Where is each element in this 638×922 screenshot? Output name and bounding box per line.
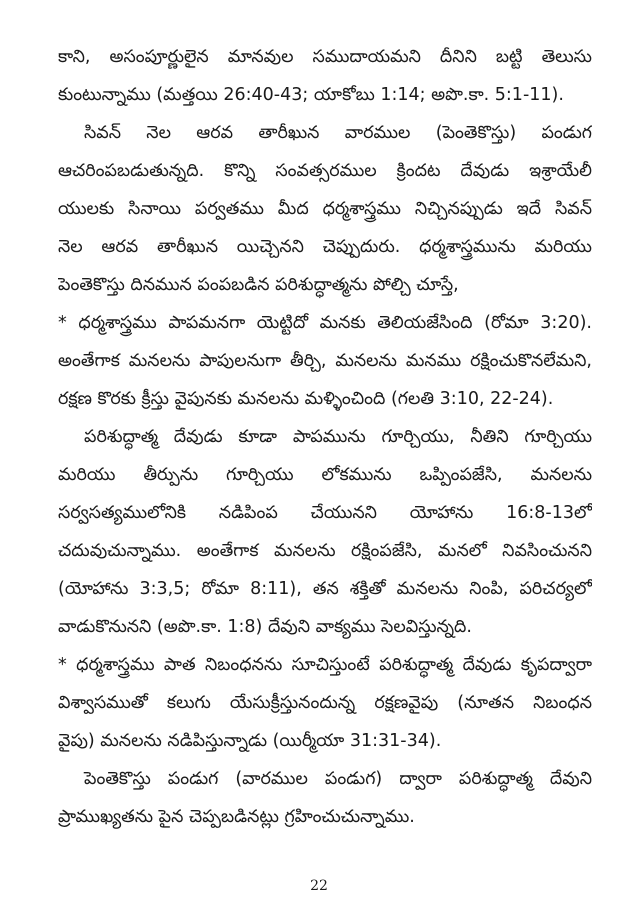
text-line: (యోహాను 3:3,5; రోమా 8:11), తన శక్తితో మనలను నింపి, పరిచర్యలో	[58, 579, 592, 599]
page-number: 22	[310, 878, 328, 894]
text-line: కాని, అసంపూర్ణులైన మానవుల సముదాయమని దీనిని బట్టి తెలుసు	[58, 47, 592, 67]
text-line: కుంటున్నాము (మత్తయి 26:40-43; యాకోబు 1:14; అపొ.కా. 5:1-11).	[58, 85, 564, 105]
text-line: వాడుకొనునని (అపొ.కా. 1:8) దేవుని వాక్యము సెలవిస్తున్నది.	[58, 617, 472, 637]
text-line: రక్షణ కొరకు క్రీస్తు వైపునకు మనలను మళ్ళించింది (గలతి 3:10, 22-24).	[58, 389, 554, 409]
text-line: నెల ఆరవ తారీఖున యిచ్చెనని చెప్పుదురు. ధర్మశాస్త్రమును మరియు	[58, 237, 592, 257]
text-line: యులకు సినాయి పర్వతము మీద ధర్మశాస్త్రము నిచ్చినప్పుడు ఇదే సివన్	[58, 199, 592, 219]
text-line: అంతేగాక మనలను పాపులనుగా తీర్చి, మనలను మనము రక్షించుకొనలేమని,	[58, 351, 592, 371]
text-line: ప్రాముఖ్యతను పైన చెప్పబడినట్లు గ్రహించుచున్నాము.	[58, 807, 415, 827]
text-line: మరియు తీర్పును గూర్చియు లోకమును ఒప్పింపజేసి, మనలను	[58, 465, 592, 485]
body-text	[58, 38, 592, 836]
text-line: వైపు) మనలను నడిపిస్తున్నాడు (యిర్మీయా 31:31-34).	[58, 731, 442, 751]
text-line: * ధర్మశాస్త్రము పాపమనగా యెట్టిదో మనకు తెలియజేసింది (రోమా 3:20).	[58, 313, 592, 333]
text-line: సివన్ నెల ఆరవ తారీఖున వారముల (పెంతెకొస్తు) పండుగ	[84, 123, 592, 143]
text-line: పరిశుద్ధాత్మ దేవుడు కూడా పాపమును గూర్చియు, నీతిని గూర్చియు	[84, 427, 592, 447]
text-line: ఆచరింపబడుతున్నది. కొన్ని సంవత్సరముల క్రిందట దేవుడు ఇశ్రాయేలీ	[58, 161, 592, 181]
text-line: పెంతెకొస్తు పండుగ (వారముల పండుగ) ద్వారా పరిశుద్ధాత్మ దేవుని	[84, 769, 592, 789]
text-line: విశ్వాసముతో కలుగు యేసుక్రీస్తునందున్న రక్షణవైపు (నూతన నిబంధన	[58, 693, 592, 713]
text-line: చదువుచున్నాము. అంతేగాక మనలను రక్షింపజేసి, మనలో నివసించునని	[58, 541, 592, 561]
text-line: పెంతెకొస్తు దినమున పంపబడిన పరిశుద్ధాత్మను పోల్చి చూస్తే,	[58, 275, 459, 295]
text-line: సర్వసత్యములోనికి నడిపింప చేయునని యోహాను 16:8-13లో	[58, 503, 592, 523]
text-line: * ధర్మశాస్త్రము పాత నిబంధనను సూచిస్తుంటే పరిశుద్ధాత్మ దేవుడు కృపద్వారా	[58, 655, 592, 675]
